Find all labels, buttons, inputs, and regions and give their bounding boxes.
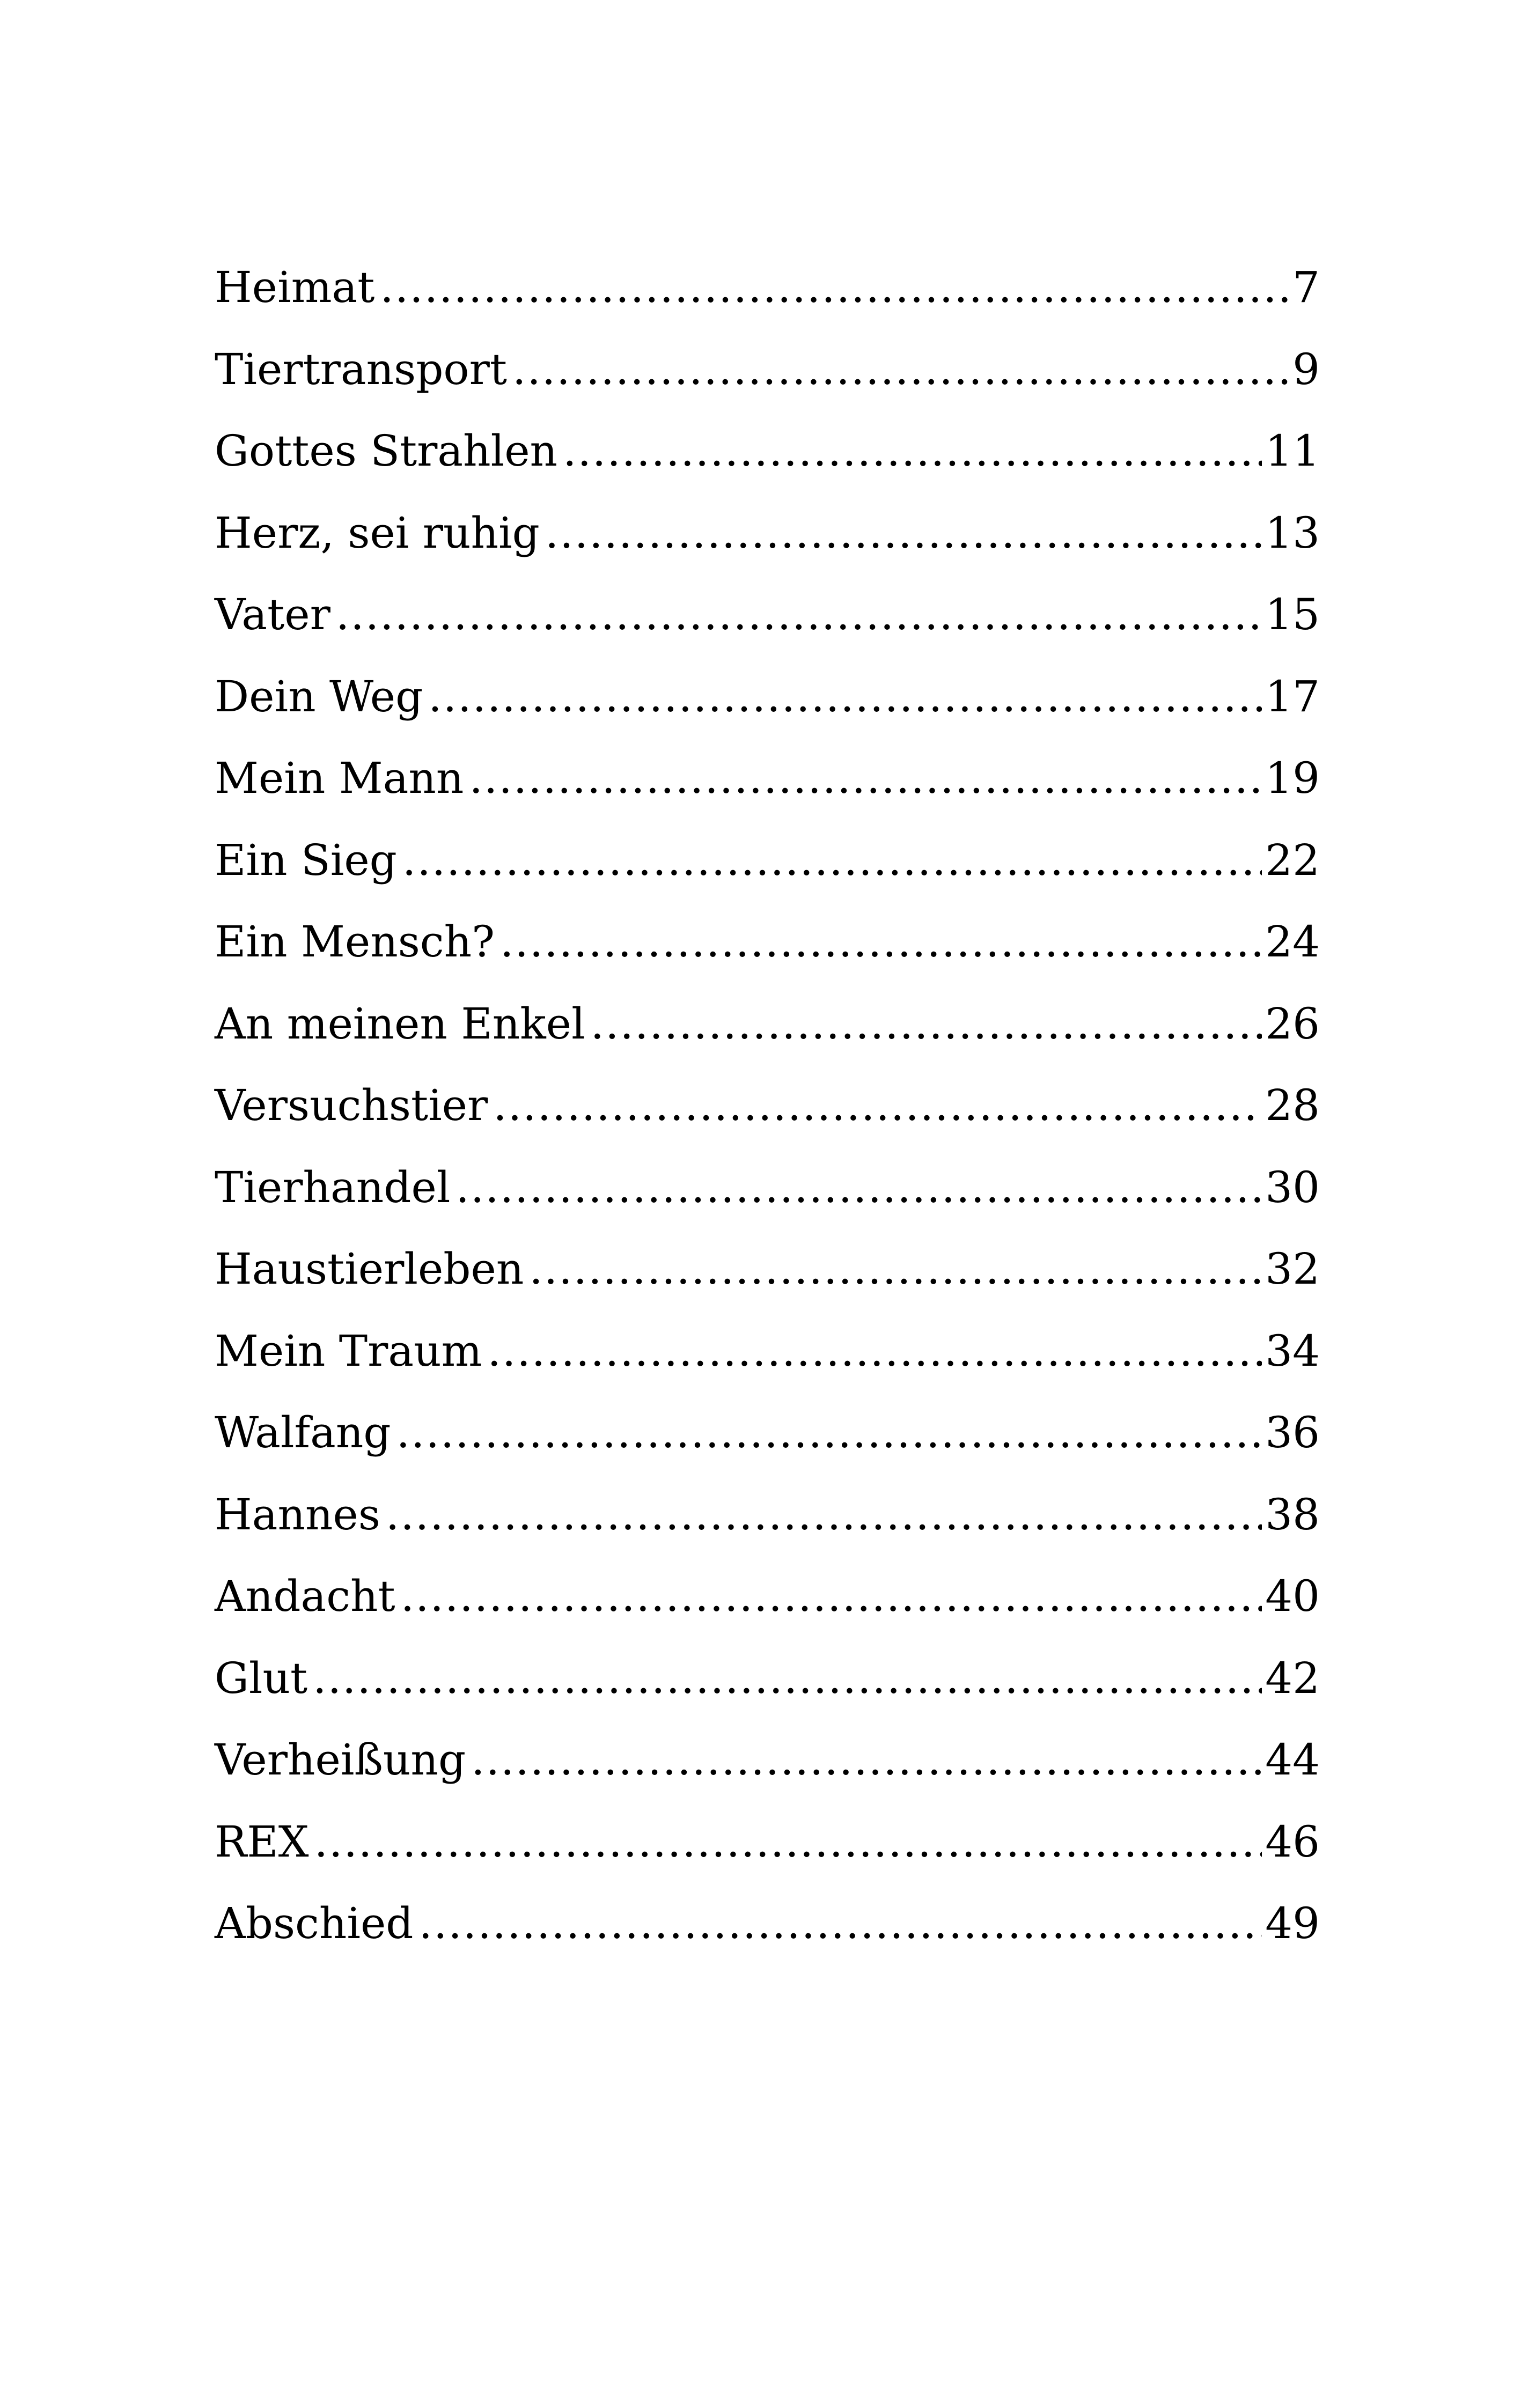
toc-entry-title: Ein Sieg <box>215 835 397 885</box>
toc-entry-title: An meinen Enkel <box>215 998 585 1049</box>
toc-dot-leader <box>402 820 1262 902</box>
toc-page-number: 15 <box>1265 590 1320 639</box>
toc-dot-leader <box>455 1147 1262 1229</box>
toc-entry[interactable] <box>215 1310 1320 1393</box>
toc-entry[interactable] <box>215 410 1320 492</box>
toc-page-number: 49 <box>1265 1898 1320 1948</box>
toc-page-number: 34 <box>1265 1325 1320 1376</box>
toc-entry[interactable] <box>215 1801 1320 1883</box>
toc-entry-title: Hannes <box>215 1489 380 1540</box>
toc-dot-leader <box>487 1310 1262 1393</box>
toc-entry[interactable] <box>215 1065 1320 1147</box>
toc-entry-title: Versuchstier <box>215 1080 488 1130</box>
toc-entry[interactable] <box>215 1392 1320 1474</box>
toc-dot-leader <box>545 492 1262 575</box>
toc-entry[interactable] <box>215 1883 1320 1965</box>
toc-entry-title: REX <box>215 1816 309 1867</box>
toc-dot-leader <box>386 1474 1262 1556</box>
toc-dot-leader <box>428 656 1262 738</box>
toc-dot-leader <box>336 574 1262 656</box>
toc-entry-title: Glut <box>215 1653 308 1703</box>
toc-page-number: 42 <box>1265 1653 1320 1703</box>
toc-entry[interactable] <box>215 820 1320 902</box>
toc-page-number: 32 <box>1265 1244 1320 1294</box>
toc-entry[interactable] <box>215 1719 1320 1801</box>
toc-entry-title: Verheißung <box>215 1735 466 1785</box>
toc-page-number: 17 <box>1265 671 1320 721</box>
toc-entry-title: Gottes Strahlen <box>215 426 558 476</box>
toc-page-number: 44 <box>1265 1735 1320 1785</box>
toc-page-number: 38 <box>1265 1489 1320 1540</box>
toc-dot-leader <box>591 983 1262 1065</box>
toc-entry-title: Dein Weg <box>215 671 423 721</box>
toc-page-number: 36 <box>1265 1408 1320 1457</box>
toc-page-number: 13 <box>1265 507 1320 558</box>
toc-entry[interactable] <box>215 1556 1320 1638</box>
toc-entry[interactable] <box>215 492 1320 575</box>
toc-dot-leader <box>563 410 1262 492</box>
toc-page-number: 11 <box>1265 426 1320 476</box>
toc-entry[interactable] <box>215 901 1320 983</box>
toc-page-number: 9 <box>1292 344 1320 394</box>
toc-entry-title: Ein Mensch? <box>215 917 495 967</box>
toc-entry-title: Mein Mann <box>215 753 464 803</box>
toc-entry-title: Walfang <box>215 1408 391 1457</box>
table-of-contents <box>215 247 1320 1965</box>
toc-dot-leader <box>471 1719 1262 1801</box>
toc-page-number: 28 <box>1265 1080 1320 1130</box>
toc-entry-title: Herz, sei ruhig <box>215 507 540 558</box>
toc-dot-leader <box>500 901 1262 983</box>
toc-entry[interactable] <box>215 1638 1320 1720</box>
toc-entry-title: Abschied <box>215 1898 414 1948</box>
toc-entry[interactable] <box>215 983 1320 1065</box>
toc-page-number: 46 <box>1265 1816 1320 1867</box>
toc-entry[interactable] <box>215 738 1320 820</box>
toc-dot-leader <box>419 1883 1262 1965</box>
toc-page-number: 22 <box>1265 835 1320 885</box>
toc-dot-leader <box>512 329 1289 411</box>
toc-dot-leader <box>396 1392 1262 1474</box>
toc-entry-title: Andacht <box>215 1571 395 1621</box>
toc-page-number: 40 <box>1265 1571 1320 1621</box>
toc-dot-leader <box>313 1638 1262 1720</box>
toc-dot-leader <box>401 1556 1262 1638</box>
toc-entry-title: Haustierleben <box>215 1244 524 1294</box>
toc-page-number: 19 <box>1265 753 1320 803</box>
toc-entry-title: Heimat <box>215 262 375 312</box>
toc-entry[interactable] <box>215 1474 1320 1556</box>
toc-entry-title: Mein Traum <box>215 1325 482 1376</box>
toc-dot-leader <box>529 1228 1262 1310</box>
toc-entry[interactable] <box>215 574 1320 656</box>
toc-page-number: 26 <box>1265 998 1320 1049</box>
toc-entry[interactable] <box>215 1228 1320 1310</box>
toc-dot-leader <box>314 1801 1262 1883</box>
toc-page-number: 30 <box>1265 1162 1320 1212</box>
toc-entry-title: Vater <box>215 590 330 639</box>
toc-entry-title: Tiertransport <box>215 344 507 394</box>
toc-entry[interactable] <box>215 656 1320 738</box>
toc-page-number: 7 <box>1292 262 1320 312</box>
toc-entry[interactable] <box>215 247 1320 329</box>
toc-dot-leader <box>380 247 1289 329</box>
toc-dot-leader <box>469 738 1262 820</box>
toc-entry[interactable] <box>215 329 1320 411</box>
toc-page-number: 24 <box>1265 917 1320 967</box>
toc-entry[interactable] <box>215 1147 1320 1229</box>
toc-entry-title: Tierhandel <box>215 1162 451 1212</box>
toc-dot-leader <box>493 1065 1262 1147</box>
